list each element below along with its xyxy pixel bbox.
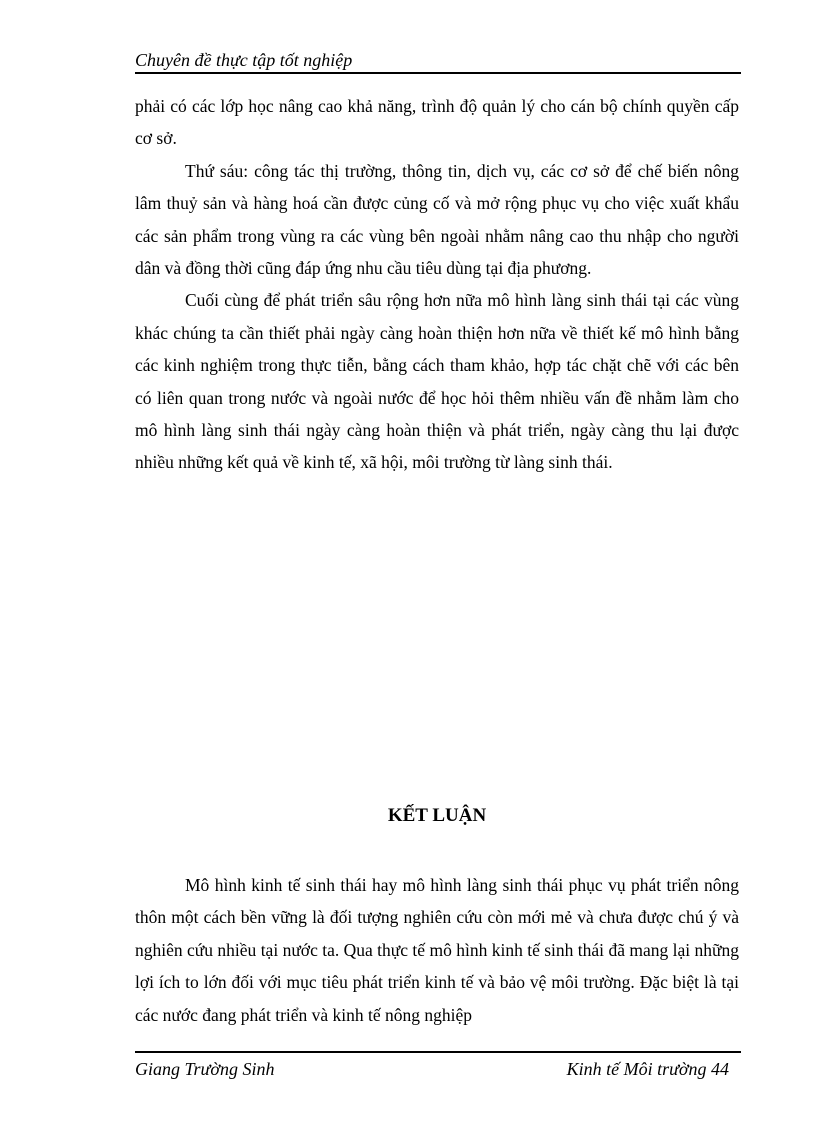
conclusion-heading: KẾT LUẬN — [387, 805, 487, 826]
page-header — [135, 48, 741, 74]
paragraph-continuation: phải có các lớp học nâng cao khả năng, trình độ quản lý cho cán bộ chính quyền cấp cơ sở. — [135, 96, 739, 149]
paragraph-thu-sau: Thứ sáu: công tác thị trường, thông tin, dịch vụ, các cơ sở để chế biến nông lâm thuỷ sản và hàng hoá cần được củng cố và mở rộng phục vụ cho việc xuất khẩu các sản phẩm trong vùng ra các vùng bên ngoài nhằm nâng cao thu nhập cho người dân và đồng thời cũng đáp ứng nhu cầu tiêu dùng tại địa phương. — [135, 160, 739, 279]
header-title: Chuyên đề thực tập tốt nghiệp — [135, 50, 353, 70]
footer-author: Giang Trường Sinh — [135, 1059, 275, 1079]
body-section — [135, 90, 739, 479]
footer-class: Kinh tế Môi trường 44 — [566, 1059, 729, 1079]
paragraph-cuoi-cung: Cuối cùng để phát triển sâu rộng hơn nữa mô hình làng sinh thái tại các vùng khác chúng ta cần thiết phải ngày càng hoàn thiện hơn nữa về thiết kế mô hình bằng các kinh nghiệm trong thực tiễn, bằng cách tham khảo, hợp tác chặt chẽ với các bên có liên quan trong nước và ngoài nước để học hỏi thêm nhiều vấn đề nhằm làm cho mô hình làng sinh thái ngày càng hoàn thiện và phát triển, ngày càng thu lại được nhiều những kết quả về kinh tế, xã hội, môi trường từ làng sinh thái. — [135, 290, 739, 473]
conclusion-section — [135, 869, 739, 1031]
conclusion-paragraph: Mô hình kinh tế sinh thái hay mô hình làng sinh thái phục vụ phát triển nông thôn một cách bền vững là đối tượng nghiên cứu còn mới mẻ và chưa được chú ý và nghiên cứu nhiều tại nước ta. Qua thực tế mô hình kinh tế sinh thái đã mang lại những lợi ích to lớn đối với mục tiêu phát triển kinh tế và bảo vệ môi trường. Đặc biệt là tại các nước đang phát triển và kinh tế nông nghiệp — [135, 875, 739, 1025]
page-footer — [135, 1051, 741, 1077]
